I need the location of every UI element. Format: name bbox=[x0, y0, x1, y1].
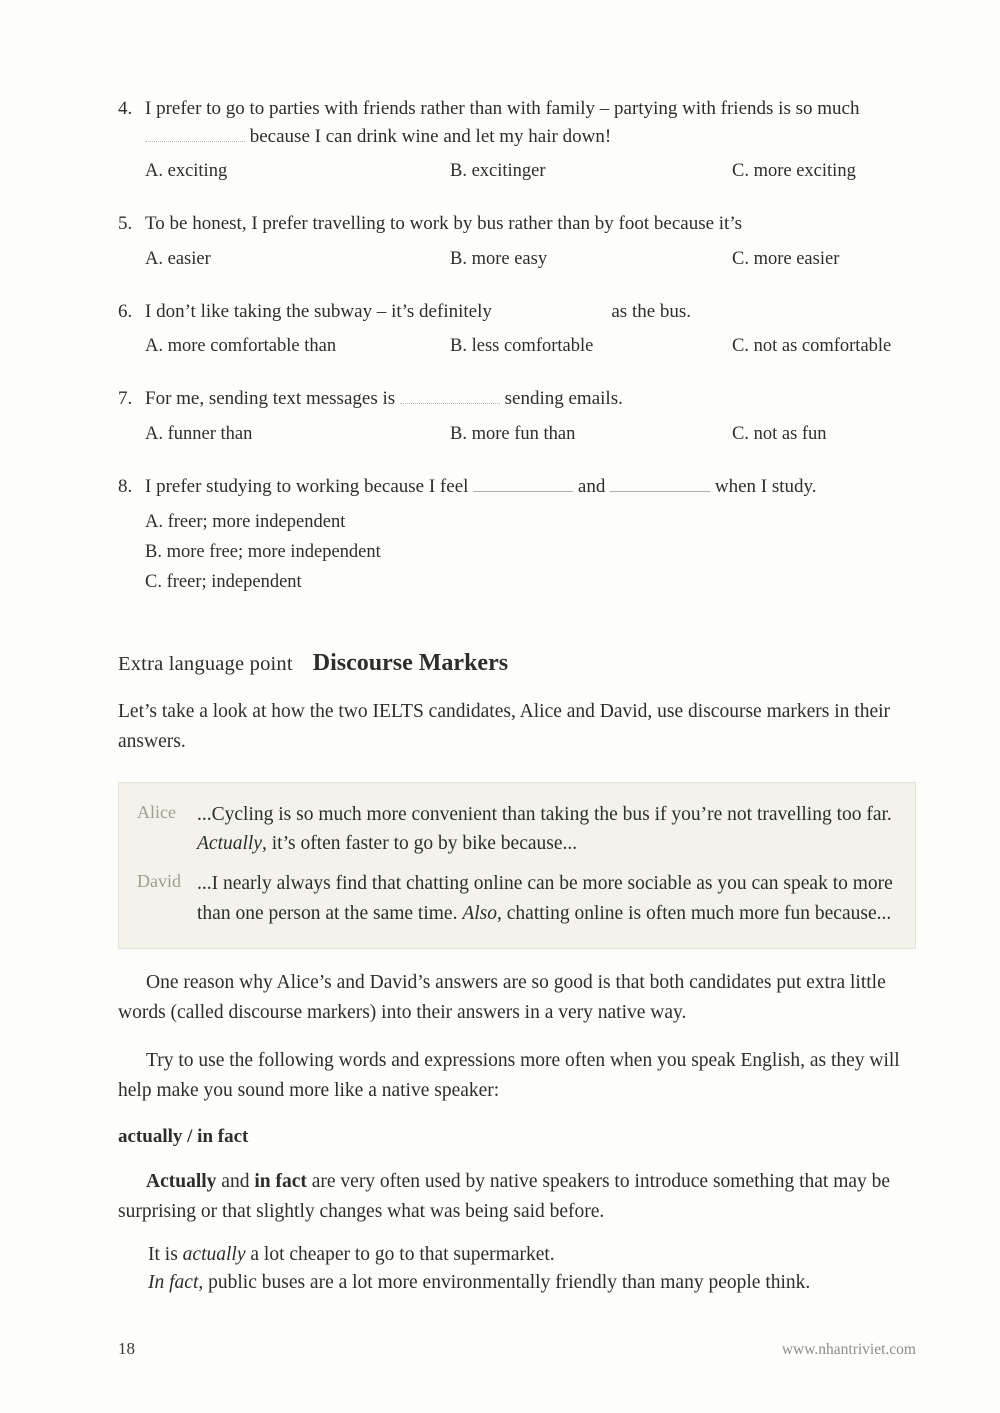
dialogue-david bbox=[137, 869, 893, 928]
option-c: C. freer; independent bbox=[145, 572, 302, 593]
option-c: C. not as fun bbox=[732, 423, 827, 444]
dialogue-alice bbox=[137, 800, 893, 859]
example-text-part: It is bbox=[148, 1243, 183, 1265]
option-a: A. more comfortable than bbox=[145, 336, 337, 357]
option-b: B. less comfortable bbox=[450, 336, 594, 357]
answer-blank bbox=[400, 403, 500, 404]
option-b: B. more easy bbox=[450, 248, 548, 269]
section-title: Discourse Markers bbox=[312, 650, 509, 677]
page-number: 18 bbox=[118, 1339, 135, 1358]
question-text-part: For me, sending text messages is bbox=[145, 388, 396, 410]
answer-blank bbox=[473, 491, 573, 492]
dialogue-text bbox=[197, 869, 893, 928]
dialogue-text-part: , chatting online is often much more fun because... bbox=[497, 902, 892, 924]
question-text-part: because I can drink wine and let my hair down! bbox=[249, 125, 612, 147]
option-b: B. excitinger bbox=[450, 161, 546, 182]
paragraph-try-to-use: Try to use the following words and expressions more often when you speak English, as they will help make you sound more like a native speaker: bbox=[118, 1050, 900, 1101]
question-5 bbox=[118, 210, 916, 271]
options-stacked bbox=[118, 508, 916, 598]
paragraph-actually-explanation bbox=[118, 1167, 916, 1226]
question-6 bbox=[118, 298, 916, 359]
option-a: A. funner than bbox=[145, 423, 253, 444]
question-number: 4. bbox=[118, 98, 133, 119]
question-text-part: when I study. bbox=[714, 475, 817, 497]
options-row bbox=[118, 159, 916, 183]
question-7 bbox=[118, 385, 916, 446]
option-b: B. more free; more independent bbox=[145, 542, 381, 563]
italic-term: actually bbox=[182, 1243, 246, 1265]
option-a: A. freer; more independent bbox=[145, 512, 346, 533]
question-text-part: as the bus. bbox=[611, 300, 692, 322]
speaker-name: Alice bbox=[137, 801, 176, 822]
options-row bbox=[118, 334, 916, 358]
options-row bbox=[118, 247, 916, 271]
question-text-part: I prefer studying to working because I feel bbox=[145, 475, 469, 497]
question-text bbox=[145, 210, 916, 238]
paragraph-text-part: and bbox=[216, 1171, 255, 1193]
question-number: 7. bbox=[118, 388, 133, 410]
example-text-part: , public buses are a lot more environmentally friendly than many people think. bbox=[198, 1272, 811, 1294]
bold-term: Actually bbox=[146, 1171, 217, 1193]
section-pre-title: Extra language point bbox=[118, 653, 293, 676]
dialogue-text-part: ...Cycling is so much more convenient than taking the bus if you’re not travelling too far. bbox=[197, 803, 892, 825]
option-b: B. more fun than bbox=[450, 423, 576, 444]
question-number: 6. bbox=[118, 300, 133, 322]
answer-blank bbox=[610, 491, 710, 492]
dialogue-text-part: , it’s often faster to go by bike because... bbox=[261, 833, 578, 855]
paragraph-discourse-markers: One reason why Alice’s and David’s answers are so good is that both candidates put extra little words (called discourse markers) into their answers in a very native way. bbox=[118, 971, 886, 1023]
publisher-website: www.nhantriviet.com bbox=[781, 1341, 916, 1358]
discourse-marker: Also bbox=[462, 902, 498, 924]
question-text bbox=[145, 95, 916, 150]
italic-term: In fact bbox=[148, 1272, 199, 1294]
question-number: 5. bbox=[118, 213, 133, 235]
example-sentence-1 bbox=[148, 1241, 916, 1270]
option-c: C. not as comfortable bbox=[732, 336, 892, 357]
option-a: A. exciting bbox=[145, 161, 228, 182]
dialogue-box bbox=[118, 782, 916, 949]
section-heading bbox=[118, 650, 916, 677]
question-4 bbox=[118, 95, 916, 183]
example-sentence-2 bbox=[148, 1269, 916, 1298]
discourse-marker: Actually bbox=[197, 833, 262, 855]
question-text-part: To be honest, I prefer travelling to work by bus rather than by foot because it’s bbox=[145, 213, 742, 235]
question-text-part: I prefer to go to parties with friends rather than with family – partying with friends is so much bbox=[145, 98, 860, 119]
option-a: A. easier bbox=[145, 248, 211, 269]
example-text-part: a lot cheaper to go to that supermarket. bbox=[245, 1243, 555, 1265]
question-8 bbox=[118, 473, 916, 598]
question-text bbox=[145, 385, 916, 413]
question-text bbox=[145, 298, 916, 326]
speaker-name: David bbox=[137, 871, 181, 892]
answer-blank bbox=[145, 141, 245, 142]
page-footer bbox=[118, 1339, 916, 1359]
question-text-part: and bbox=[577, 475, 606, 497]
question-text-part: I don’t like taking the subway – it’s definitely bbox=[145, 300, 492, 322]
option-c: C. more exciting bbox=[732, 161, 856, 182]
option-c: C. more easier bbox=[732, 248, 840, 269]
question-number: 8. bbox=[118, 475, 133, 497]
section-intro: Let’s take a look at how the two IELTS candidates, Alice and David, use discourse markers in their answers. bbox=[118, 701, 891, 752]
options-row bbox=[118, 422, 916, 446]
dialogue-text bbox=[197, 800, 893, 859]
dialogue-text-part: ...I nearly always find that chatting online can be more sociable as you can speak to more than one person at the same time. bbox=[197, 873, 893, 924]
paragraph-text-part: are very often used by native speakers to introduce something that may be surprising or that slightly changes what was being said before. bbox=[118, 1171, 891, 1222]
bold-term: in fact bbox=[254, 1171, 307, 1193]
question-text-part: sending emails. bbox=[504, 388, 623, 410]
question-text bbox=[145, 473, 916, 501]
subheading-actually-in-fact: actually / in fact bbox=[118, 1126, 249, 1148]
